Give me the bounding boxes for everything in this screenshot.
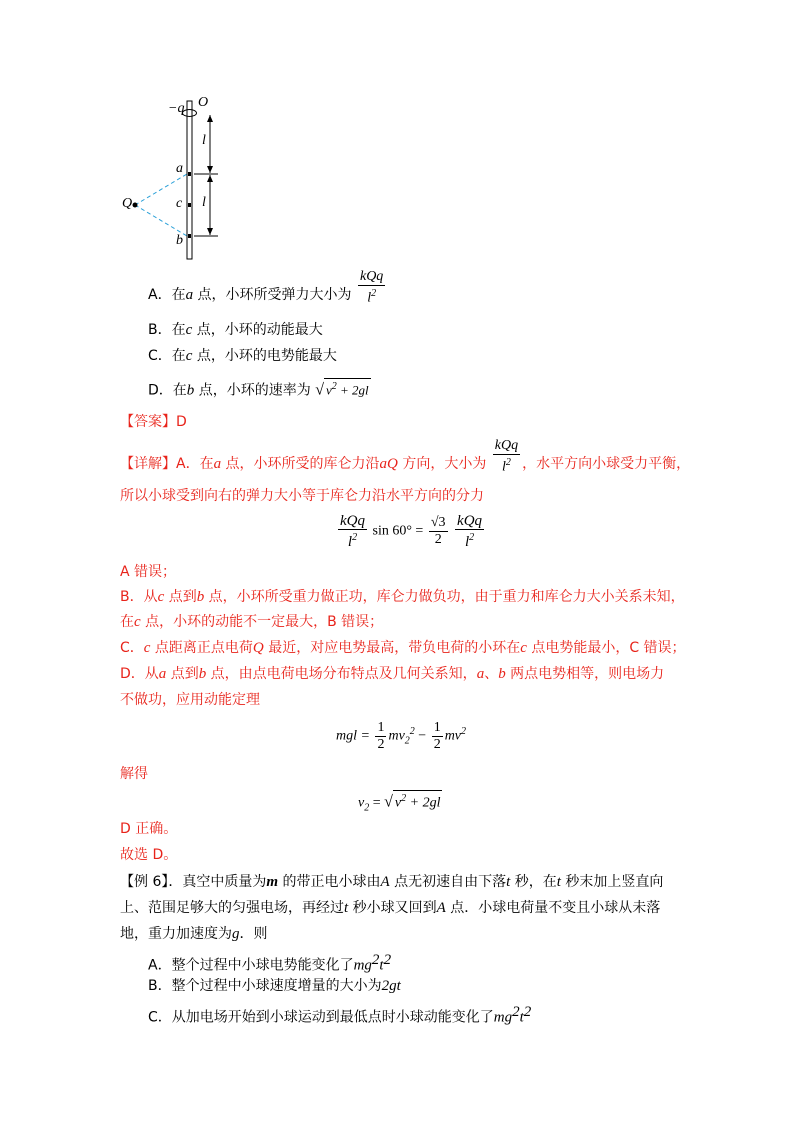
option-d: D．在b 点，小环的速率为 √ $v^2 + 2gl$ — [148, 378, 371, 400]
label-l-top: l — [202, 133, 206, 148]
explanation-b-line-2: 在c 点，小环的动能不一定最大，B 错误； — [120, 614, 384, 630]
label-minus-q: −q — [168, 101, 185, 116]
option-b: B．在c 点，小环的动能最大 — [148, 322, 323, 338]
option-a: A．在a 点，小环所受弹力大小为 $\frac{\text{kQq}}{l^2}$ — [148, 269, 384, 306]
example6-option-c: C．从加电场开始到小球运动到最低点时小球动能变化了$mg^2t^2$ — [148, 1004, 532, 1026]
label-a: a — [176, 161, 183, 176]
fraction-kqq-l2: $\frac{\text{kQq}}{l^2}$ — [359, 269, 384, 306]
explanation-jiede: 解得 — [120, 766, 148, 782]
label-c: c — [176, 196, 183, 211]
example6-line-1: 【例 6】．真空中质量为m 的带正电小球由A 点无初速自由下落t 秒，在t 秒末加上竖直向 — [120, 874, 664, 890]
equation-sin60: $\frac{\text{kQq}}{l^2}$ sin 60° = $\frac{√3}{2}$ $\frac{\text{kQq}}{l^2}$ — [340, 513, 483, 550]
example6-option-b: B．整个过程中小球速度增量的大小为2gt — [148, 978, 401, 994]
rod-diagram — [110, 95, 230, 265]
label-l-bottom: l — [202, 195, 206, 210]
label-q-charge: Q — [122, 196, 133, 211]
explanation-d-correct: D 正确。 — [120, 821, 178, 837]
example6-option-a: A．整个过程中小球电势能变化了$mg^2t^2$ — [148, 952, 392, 974]
explanation-d-line-2: 不做功，应用动能定理 — [120, 692, 260, 708]
label-b: b — [176, 233, 183, 248]
explanation-a-wrong: A 错误； — [120, 564, 177, 580]
explanation-line-2: 所以小球受到向右的弹力大小等于库仑力沿水平方向的分力 — [120, 488, 484, 504]
explanation-b-line-1: B．从c 点到b 点，小环所受重力做正功，库仑力做负功，由于重力和库仑力大小关系未知， — [120, 589, 685, 605]
explanation-line-1: 【详解】A．在a 点，小环所受的库仑力沿aQ 方向，大小为 $\frac{\text{kQq}}{l^2}$ ，水平方向小球受力平衡， — [120, 438, 691, 475]
sqrt-v2-2gl: $v^2 + 2gl$ — [324, 378, 371, 398]
point-b — [188, 234, 191, 238]
explanation-d-line-1: D．从a 点到b 点，由点电荷电场分布特点及几何关系知，a、b 两点电势相等，则电场力 — [120, 666, 665, 682]
explanation-guxuan: 故选 D。 — [120, 847, 178, 863]
example6-line-2: 上、范围足够大的匀强电场，再经过t 秒小球又回到A 点．小球电荷量不变且小球从未落 — [120, 900, 661, 916]
option-c: C．在c 点，小环的电势能最大 — [148, 348, 337, 364]
point-c — [188, 203, 191, 207]
point-a — [188, 172, 191, 176]
equation-v2: $v_2$ = √ $v^2 + 2gl$ — [358, 790, 442, 813]
answer-label: 【答案】D — [120, 414, 187, 430]
physics-figure — [110, 95, 230, 265]
example6-line-3: 地，重力加速度为g．则 — [120, 926, 268, 942]
fraction-kqq-l2-explain: $\frac{\text{kQq}}{l^2}$ — [494, 438, 519, 475]
label-o: O — [198, 95, 209, 110]
equation-energy: mgl = $\frac{1}{2}$ $mv_2^2$ − $\frac{1}{2}$ $mv^2$ — [336, 720, 467, 752]
explanation-c: C．c 点距离正点电荷Q 最近，对应电势最高，带负电荷的小环在c 点电势能最小，C 错误； — [120, 640, 686, 656]
charge-q-dot — [133, 203, 138, 208]
